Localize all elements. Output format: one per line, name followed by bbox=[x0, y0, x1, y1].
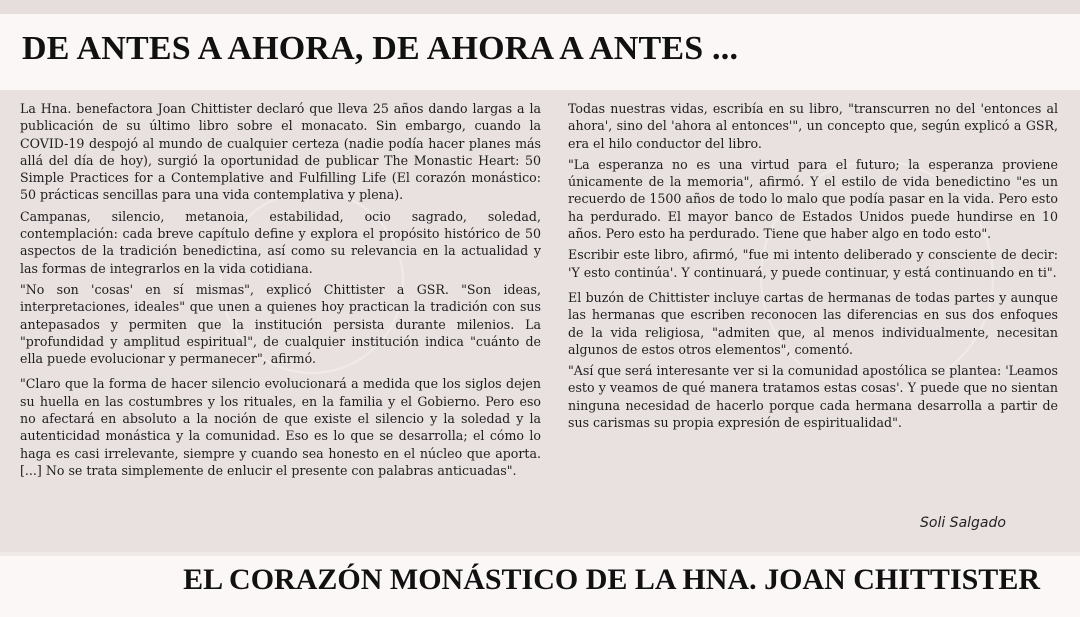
top-strip bbox=[0, 0, 1080, 14]
paragraph: Escribir este libro, afirmó, "fue mi intento deliberado y consciente de decir: 'Y esto continúa'. Y continuará, y puede continuar, y está continuando en ti". bbox=[568, 247, 1058, 280]
author-signature: Soli Salgado bbox=[920, 515, 1006, 531]
paragraph: El buzón de Chittister incluye cartas de hermanas de todas partes y aunque las hermanas que escriben reconocen las diferencias en sus dos enfoques de la vida religiosa, "admiten que, al menos individualmente, necesitan algunos de estos otros elementos", comentó. bbox=[568, 289, 1058, 357]
paragraph: "La esperanza no es una virtud para el futuro; la esperanza proviene únicamente de la memoria", afirmó. Y el estilo de vida benedictino "es un recuerdo de 1500 años de todo lo malo que podía pasar en la vida. Pero esto ha perdurado. El mayor banco de Estados Unidos puede hundirse en 10 años. Pero esto ha perdurado. Tiene que haber algo en todo esto". bbox=[568, 156, 1058, 242]
paragraph: "Claro que la forma de hacer silencio evolucionará a medida que los siglos dejen su huella en las costumbres y los rituales, en la familia y el Gobierno. Pero eso no afectará en absoluto a la noción de que existe el silencio y la soledad y la autenticidad monástica y la comunidad. Eso es lo que se desarrolla; el cómo lo haga es casi irrelevante, siempre y cuando sea honesto en el núcleo que aporta. [...] No se trata simplemente de enlucir el presente con palabras anticuadas". bbox=[20, 376, 541, 478]
right-column bbox=[568, 100, 1058, 435]
article-body bbox=[0, 90, 1080, 552]
left-column bbox=[20, 100, 541, 483]
paragraph: Campanas, silencio, metanoia, estabilidad, ocio sagrado, soledad, contemplación: cada breve capítulo define y explora el propósito histórico de 50 aspectos de la tradición benedictina, así como su relevancia en la actualidad y las formas de integrarlos en la vida cotidiana. bbox=[20, 208, 541, 276]
paragraph: La Hna. benefactora Joan Chittister declaró que lleva 25 años dando largas a la publicación de su último libro sobre el monacato. Sin embargo, cuando la COVID-19 despojó al mundo de cualquier certeza (nadie podía hacer planes más allá del día de hoy), surgió la oportunidad de publicar The Monastic Heart: 50 Simple Practices for a Contemplative and Fulfilling Life (El corazón monástico: 50 prácticas sencillas para una vida contemplativa y plena). bbox=[20, 101, 541, 203]
paragraph: Todas nuestras vidas, escribía en su libro, "transcurren no del 'entonces al ahora', sino del 'ahora al entonces'", un concepto que, según explicó a GSR, era el hilo conductor del libro. bbox=[568, 101, 1058, 151]
paragraph: "No son 'cosas' en sí mismas", explicó Chittister a GSR. "Son ideas, interpretaciones, ideales" que unen a quienes hoy practican la tradición con sus antepasados y permiten que la institución persista durante milenios. La "profundidad y amplitud espiritual", de cualquier institución indica "cuánto de ella puede evolucionar y permanecer", afirmó. bbox=[20, 281, 541, 367]
page-title: DE ANTES A AHORA, DE AHORA A ANTES ... bbox=[22, 30, 739, 67]
footer-title: EL CORAZÓN MONÁSTICO DE LA HNA. JOAN CHITTISTER bbox=[183, 563, 1040, 596]
paragraph: "Así que será interesante ver si la comunidad apostólica se plantea: 'Leamos esto y veamos de qué manera tratamos estas cosas'. Y puede que no sientan ninguna necesidad de hacerlo porque cada hermana desarrolla a partir de sus carismas su propia expresión de espiritualidad". bbox=[568, 363, 1058, 431]
